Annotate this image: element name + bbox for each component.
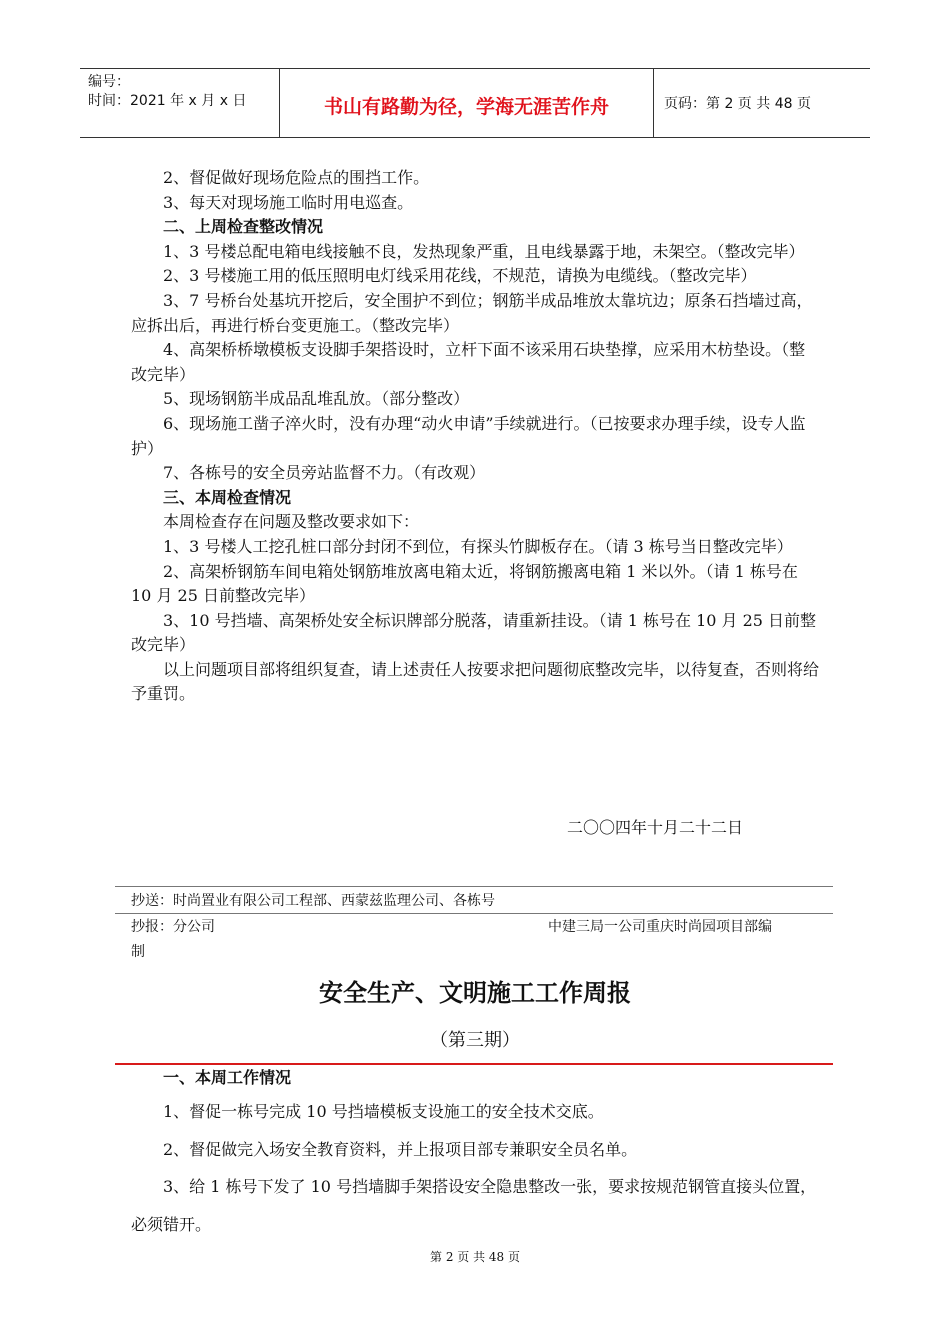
title-red-rule — [115, 1063, 833, 1065]
rectification-item-5: 5、现场钢筋半成品乱堆乱放。（部分整改） — [163, 389, 470, 409]
doc-time-label: 时间：2021 年 x 月 x 日 — [88, 93, 247, 109]
section-heading-this-week: 三、本周检查情况 — [163, 487, 292, 507]
header-page-info: 页码：第 2 页 共 48 页 — [664, 96, 811, 112]
work-item-3: 3、每天对现场施工临时用电巡查。 — [163, 192, 414, 212]
distribution-top-rule — [115, 886, 833, 887]
cc-to-line: 抄送：时尚置业有限公司工程部、西蒙兹监理公司、各栋号 — [131, 893, 495, 909]
week-work-item-1: 1、督促一栋号完成 10 号挡墙模板支设施工的安全技术交底。 — [163, 1102, 604, 1121]
check-item-2: 2、高架桥钢筋车间电箱处钢筋堆放离电箱太近，将钢筋搬离电箱 1 米以外。（请 1 栋号在 10 月 25 日前整改完毕） — [131, 561, 798, 606]
report-body-top — [131, 166, 821, 707]
header-meta — [80, 69, 280, 137]
check-intro: 本周检查存在问题及整改要求如下： — [163, 512, 420, 532]
rectification-item-1: 1、3 号楼总配电箱电线接触不良，发热现象严重，且电线暴露于地，未架空。（整改完毕） — [163, 241, 805, 261]
work-item-2: 2、督促做好现场危险点的围挡工作。 — [163, 168, 430, 187]
page-footer: 第 2 页 共 48 页 — [430, 1250, 520, 1264]
section-heading-work: 一、本周工作情况 — [163, 1068, 292, 1087]
report-title: 安全生产、文明施工工作周报 — [319, 979, 631, 1007]
distribution-middle-rule — [115, 913, 833, 914]
report-to-line: 抄报：分公司 — [131, 919, 215, 935]
doc-number-label: 编号： — [88, 74, 130, 90]
check-item-3: 3、10 号挡墙、高架桥处安全标识牌部分脱落，请重新挂设。（请 1 栋号在 10 月 25 日前整改完毕） — [131, 610, 817, 655]
week-work-item-3: 3、给 1 栋号下发了 10 号挡墙脚手架搭设安全隐患整改一张，要求按规范钢管直接头位置，必须错开。 — [131, 1177, 817, 1234]
report-date: 二〇〇四年十月二十二日 — [567, 818, 744, 837]
compiler-line: 中建三局一公司重庆时尚园项目部编 — [548, 919, 772, 935]
page-header — [80, 68, 870, 138]
rectification-item-7: 7、各栋号的安全员旁站监督不力。（有改观） — [163, 463, 486, 483]
check-item-1: 1、3 号楼人工挖孔桩口部分封闭不到位，有探头竹脚板存在。（请 3 栋号当日整改完毕） — [163, 536, 793, 556]
report-body-bottom — [131, 1066, 821, 1244]
closing-paragraph: 以上问题项目部将组织复查，请上述责任人按要求把问题彻底整改完毕，以待复查，否则将给予重罚。 — [131, 659, 820, 704]
week-work-item-2: 2、督促做完入场安全教育资料，并上报项目部专兼职安全员名单。 — [163, 1140, 638, 1159]
report-issue-number: （第三期） — [430, 1030, 520, 1051]
rectification-item-2: 2、3 号楼施工用的低压照明电灯线采用花线，不规范，请换为电缆线。（整改完毕） — [163, 266, 757, 286]
compiler-line-wrap: 制 — [131, 944, 145, 960]
rectification-item-6: 6、现场施工凿子淬火时，没有办理“动火申请”手续就进行。（已按要求办理手续，设专人监护） — [131, 413, 806, 458]
header-motto: 书山有路勤为径，学海无涯苦作舟 — [280, 69, 654, 137]
rectification-item-4: 4、高架桥桥墩模板支设脚手架搭设时，立杆下面不该采用石块垫撑，应采用木枋垫设。（整改完毕） — [131, 340, 806, 384]
section-heading-last-week: 二、上周检查整改情况 — [163, 217, 324, 237]
rectification-item-3: 3、7 号桥台处基坑开挖后，安全围护不到位；钢筋半成品堆放太靠坑边；原条石挡墙过高，应拆出后，再进行桥台变更施工。（整改完毕） — [131, 290, 813, 335]
